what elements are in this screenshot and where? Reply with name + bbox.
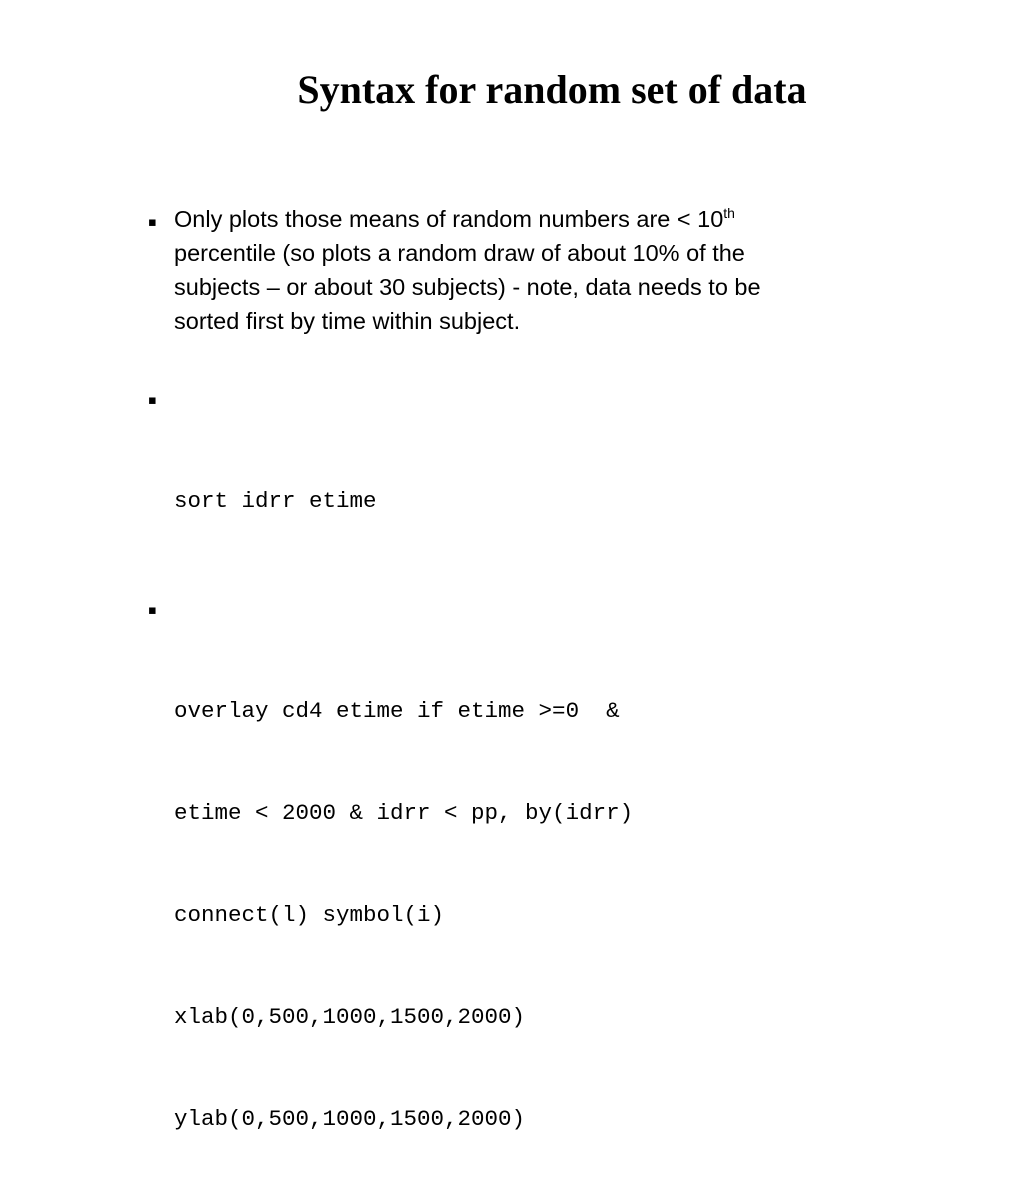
- square-bullet-icon: ▪: [148, 603, 157, 618]
- code-line: etime < 2000 & idrr < pp, by(idrr): [174, 800, 634, 826]
- code-line: connect(l) symbol(i): [174, 902, 445, 928]
- bullet-text: Only plots those means of random numbers are < 10: [174, 206, 724, 232]
- square-bullet-icon: ▪: [148, 393, 157, 408]
- bullet-list: [148, 202, 828, 1204]
- code-line: ylab(0,500,1000,1500,2000): [174, 1106, 526, 1132]
- bullet-item-description: [148, 202, 784, 338]
- superscript-text: th: [723, 205, 735, 221]
- bullet-item-sort-command: [148, 382, 794, 586]
- bullet-item-overlay-command: [148, 592, 794, 1204]
- bullet-text-continued: percentile (so plots a random draw of about 10% of the subjects – or about 30 subjects) - note, data needs to be sorted first by time within subject.: [174, 240, 761, 334]
- code-line: xlab(0,500,1000,1500,2000): [174, 1004, 526, 1030]
- code-line: overlay cd4 etime if etime >=0 &: [174, 698, 620, 724]
- square-bullet-icon: ▪: [148, 215, 157, 230]
- code-line: sort idrr etime: [174, 488, 377, 514]
- slide-title: Syntax for random set of data: [297, 67, 807, 112]
